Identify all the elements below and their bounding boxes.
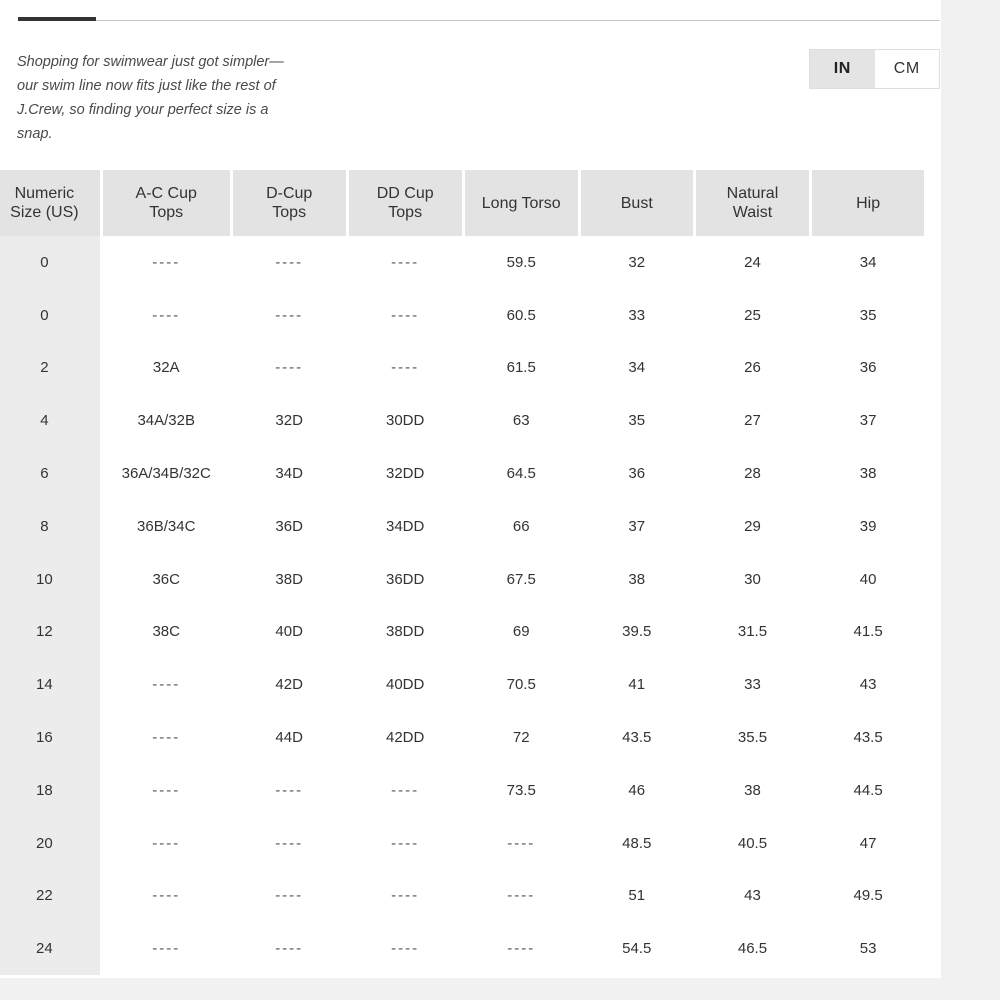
table-cell: 29 bbox=[744, 517, 761, 535]
table-cell: ---- bbox=[275, 781, 304, 799]
top-divider bbox=[18, 20, 940, 21]
column-header: D-Cup Tops bbox=[233, 170, 346, 236]
table-row bbox=[0, 236, 924, 289]
table-cell: 41.5 bbox=[853, 623, 883, 641]
table-cell: 36C bbox=[152, 570, 180, 588]
table-row bbox=[0, 553, 924, 606]
unit-in-button[interactable]: IN bbox=[810, 50, 875, 88]
table-cell: 35.5 bbox=[737, 729, 768, 747]
table-cell: 46 bbox=[628, 781, 646, 799]
size-cell: 24 bbox=[0, 922, 100, 975]
table-row bbox=[0, 394, 924, 447]
table-cell: ---- bbox=[275, 253, 304, 271]
table-cell: ---- bbox=[152, 253, 181, 271]
table-cell: 34 bbox=[859, 253, 877, 271]
table-cell: 32 bbox=[628, 253, 646, 271]
table-cell: 32A bbox=[152, 359, 180, 377]
table-cell: 38 bbox=[744, 781, 761, 799]
table-cell: 32D bbox=[275, 412, 303, 430]
table-row bbox=[0, 817, 924, 870]
table-cell: 33 bbox=[628, 306, 646, 324]
intro-text: Shopping for swimwear just got simpler—our swim line now fits just like the rest of J.Crew, so finding your perfect size is a snap. bbox=[17, 54, 284, 142]
table-cell: 27 bbox=[744, 412, 761, 430]
table-cell: ---- bbox=[391, 781, 420, 799]
table-cell: 40D bbox=[275, 623, 303, 641]
table-row bbox=[0, 342, 924, 395]
table-cell: 37 bbox=[859, 412, 877, 430]
table-cell: 49.5 bbox=[853, 887, 883, 905]
size-cell: 6 bbox=[0, 447, 100, 500]
table-row bbox=[0, 870, 924, 923]
table-cell: 69 bbox=[512, 623, 530, 641]
table-cell: 44.5 bbox=[853, 781, 883, 799]
table-cell: ---- bbox=[391, 940, 420, 958]
table-cell: 36 bbox=[859, 359, 877, 377]
table-cell: 32DD bbox=[385, 465, 425, 483]
size-cell: 4 bbox=[0, 394, 100, 447]
table-cell: 40 bbox=[859, 570, 877, 588]
table-cell: ---- bbox=[391, 306, 420, 324]
unit-cm-button[interactable]: CM bbox=[875, 50, 940, 88]
table-cell: ---- bbox=[391, 887, 420, 905]
table-cell: 30 bbox=[744, 570, 761, 588]
table-cell: ---- bbox=[391, 253, 420, 271]
table-cell: 64.5 bbox=[506, 465, 536, 483]
table-cell: 42DD bbox=[385, 729, 425, 747]
size-cell: 14 bbox=[0, 658, 100, 711]
table-cell: ---- bbox=[391, 834, 420, 852]
size-cell: 0 bbox=[0, 289, 100, 342]
table-row bbox=[0, 289, 924, 342]
table-cell: 36D bbox=[275, 517, 303, 535]
table-cell: 40DD bbox=[385, 676, 425, 694]
table-cell: 26 bbox=[744, 359, 761, 377]
table-cell: 46.5 bbox=[737, 940, 768, 958]
table-cell: ---- bbox=[152, 940, 181, 958]
table-cell: 72 bbox=[512, 729, 530, 747]
size-cell: 8 bbox=[0, 500, 100, 553]
table-cell: ---- bbox=[507, 834, 536, 852]
table-cell: 33 bbox=[744, 676, 761, 694]
table-cell: 51 bbox=[628, 887, 646, 905]
table-cell: 28 bbox=[744, 465, 761, 483]
table-cell: ---- bbox=[152, 781, 181, 799]
table-cell: 41 bbox=[628, 676, 646, 694]
table-cell: 70.5 bbox=[506, 676, 536, 694]
table-cell: 66 bbox=[512, 517, 530, 535]
column-header: Long Torso bbox=[465, 170, 578, 236]
column-header: DD Cup Tops bbox=[349, 170, 462, 236]
table-cell: ---- bbox=[507, 940, 536, 958]
column-header: Natural Waist bbox=[696, 170, 809, 236]
size-cell: 22 bbox=[0, 870, 100, 923]
table-cell: ---- bbox=[152, 306, 181, 324]
table-cell: 34A/32B bbox=[137, 412, 195, 430]
table-cell: 60.5 bbox=[506, 306, 536, 324]
table-cell: 43.5 bbox=[853, 729, 883, 747]
table-cell: 40.5 bbox=[737, 834, 768, 852]
column-header: Hip bbox=[812, 170, 924, 236]
table-cell: ---- bbox=[275, 359, 304, 377]
table-cell: 47 bbox=[859, 834, 877, 852]
table-cell: 36A/34B/32C bbox=[121, 465, 211, 483]
column-header: A-C Cup Tops bbox=[103, 170, 230, 236]
table-cell: 43.5 bbox=[622, 729, 652, 747]
table-cell: ---- bbox=[507, 887, 536, 905]
table-cell: 31.5 bbox=[737, 623, 768, 641]
table-cell: 48.5 bbox=[622, 834, 652, 852]
table-cell: 54.5 bbox=[622, 940, 652, 958]
table-cell: ---- bbox=[275, 940, 304, 958]
table-cell: 38 bbox=[859, 465, 877, 483]
table-cell: 38 bbox=[628, 570, 646, 588]
table-row bbox=[0, 447, 924, 500]
table-cell: ---- bbox=[275, 306, 304, 324]
table-cell: 63 bbox=[512, 412, 530, 430]
table-cell: 24 bbox=[744, 253, 761, 271]
column-header: Bust bbox=[581, 170, 693, 236]
table-cell: ---- bbox=[152, 676, 181, 694]
table-cell: 59.5 bbox=[506, 253, 536, 271]
table-body bbox=[0, 236, 924, 975]
table-cell: 38DD bbox=[385, 623, 425, 641]
unit-toggle[interactable] bbox=[809, 49, 940, 89]
size-cell: 20 bbox=[0, 817, 100, 870]
table-cell: 34D bbox=[275, 465, 303, 483]
table-cell: 30DD bbox=[385, 412, 425, 430]
table-cell: 73.5 bbox=[506, 781, 536, 799]
table-cell: 42D bbox=[275, 676, 303, 694]
table-cell: 25 bbox=[744, 306, 761, 324]
table-cell: 38C bbox=[152, 623, 180, 641]
table-cell: 36 bbox=[628, 465, 646, 483]
table-row bbox=[0, 658, 924, 711]
table-cell: ---- bbox=[275, 834, 304, 852]
table-cell: ---- bbox=[152, 834, 181, 852]
table-cell: 38D bbox=[275, 570, 303, 588]
table-cell: 43 bbox=[744, 887, 761, 905]
table-cell: 44D bbox=[275, 729, 303, 747]
table-row bbox=[0, 764, 924, 817]
table-cell: 35 bbox=[859, 306, 877, 324]
table-row bbox=[0, 711, 924, 764]
table-cell: 36B/34C bbox=[137, 517, 196, 535]
table-row bbox=[0, 606, 924, 659]
size-cell: 12 bbox=[0, 606, 100, 659]
table-cell: 34 bbox=[628, 359, 646, 377]
table-row bbox=[0, 500, 924, 553]
size-table bbox=[0, 170, 927, 975]
table-cell: 53 bbox=[859, 940, 877, 958]
table-header-row bbox=[0, 170, 924, 236]
column-header: Numeric Size (US) bbox=[0, 170, 100, 236]
table-cell: 39.5 bbox=[622, 623, 652, 641]
table-cell: ---- bbox=[152, 887, 181, 905]
table-cell: 43 bbox=[859, 676, 877, 694]
table-cell: 37 bbox=[628, 517, 646, 535]
table-cell: 67.5 bbox=[506, 570, 536, 588]
size-cell: 2 bbox=[0, 342, 100, 395]
table-cell: ---- bbox=[275, 887, 304, 905]
table-cell: ---- bbox=[152, 729, 181, 747]
table-cell: 39 bbox=[859, 517, 877, 535]
table-cell: 34DD bbox=[385, 517, 425, 535]
size-cell: 16 bbox=[0, 711, 100, 764]
table-cell: 36DD bbox=[385, 570, 425, 588]
table-cell: 61.5 bbox=[506, 359, 536, 377]
size-cell: 18 bbox=[0, 764, 100, 817]
size-cell: 0 bbox=[0, 236, 100, 289]
active-tab-indicator[interactable] bbox=[18, 17, 96, 21]
table-row bbox=[0, 922, 924, 975]
table-cell: ---- bbox=[391, 359, 420, 377]
table-cell: 35 bbox=[628, 412, 646, 430]
size-cell: 10 bbox=[0, 553, 100, 606]
